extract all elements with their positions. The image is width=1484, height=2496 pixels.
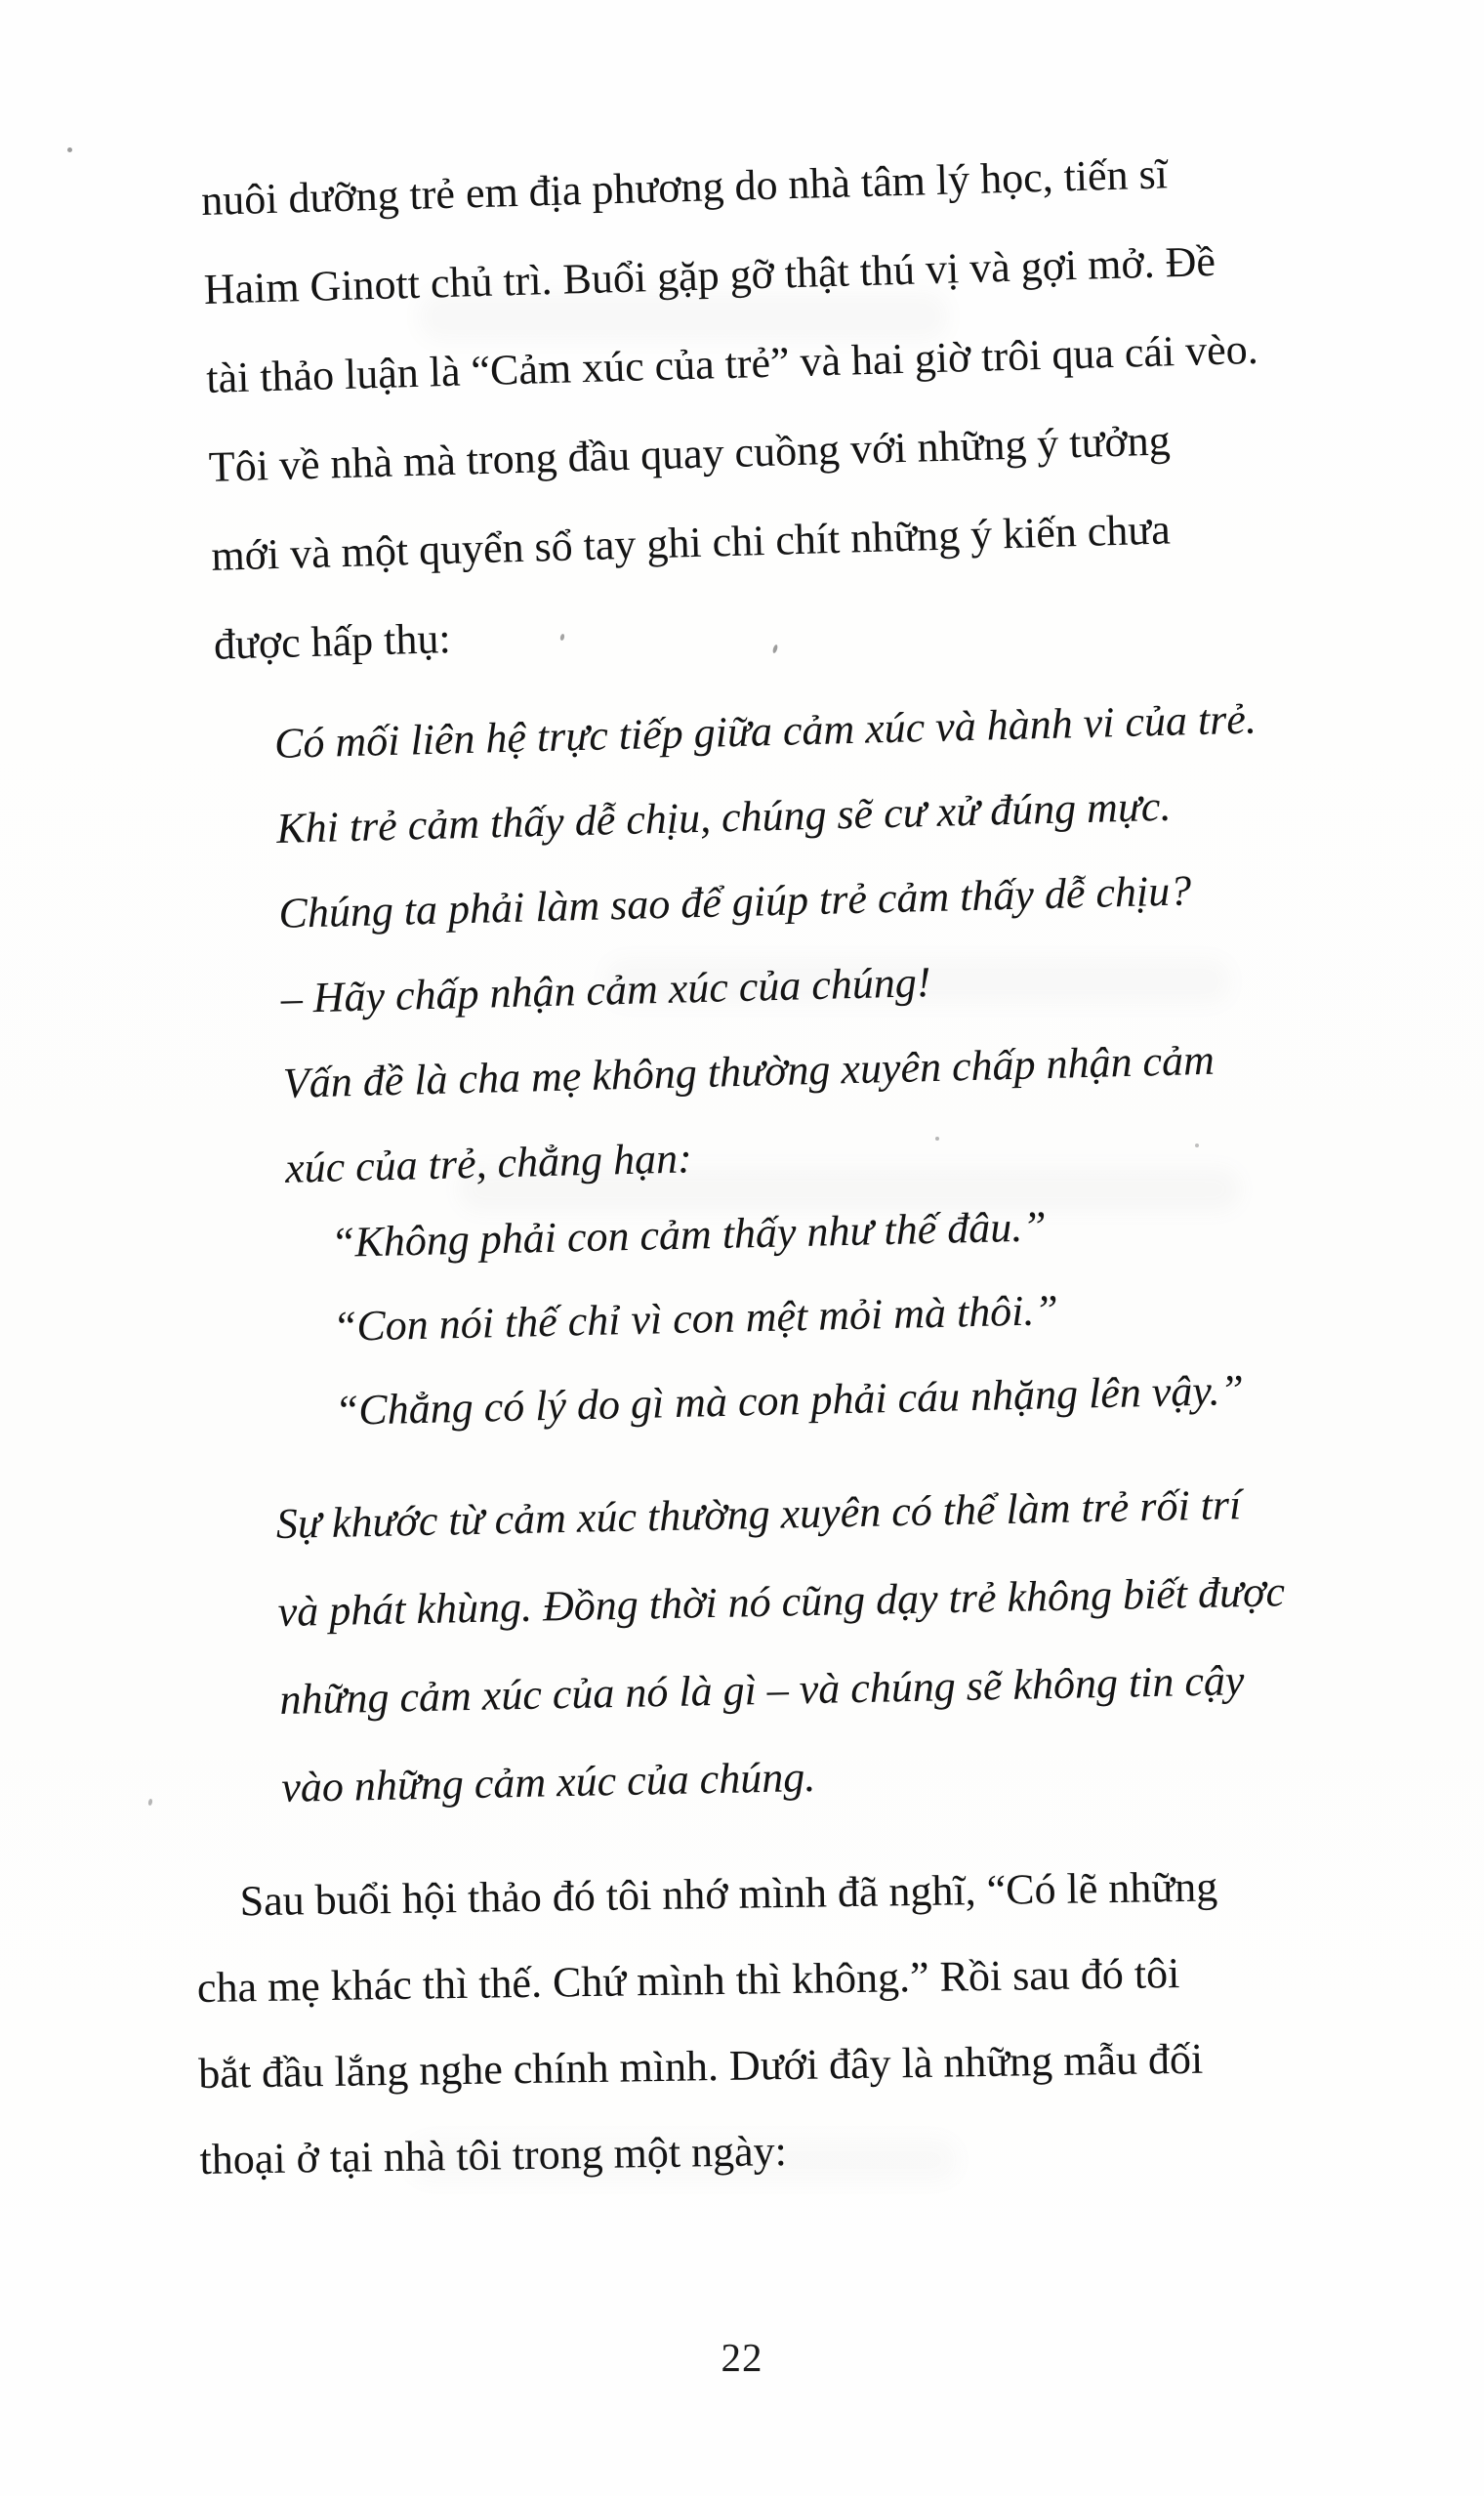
seminar-notes-paragraph-2 [275, 1460, 1289, 1832]
text-line: Sự khước từ cảm xúc thường xuyên có thể làm trẻ rối trí [275, 1480, 1242, 1548]
text-line: Có mối liên hệ trực tiếp giữa cảm xúc và hành vi của trẻ. [273, 694, 1257, 768]
text-line: Tôi về nhà mà trong đầu quay cuồng với những ý tưởng [208, 416, 1172, 491]
text-line: những cảm xúc của nó là gì – và chúng sẽ không tin cậy [279, 1656, 1245, 1724]
page-number: 22 [721, 2335, 763, 2380]
text-line: Sau buổi hội thảo đó tôi nhớ mình đã nghĩ, “Có lẽ những [239, 1862, 1218, 1926]
text-line: Vấn đề là cha mẹ không thường xuyên chấp nhận cảm [282, 1035, 1216, 1107]
paragraph-closing [195, 1844, 1222, 2202]
example-quotes-block [330, 1181, 1245, 1453]
text-line: Haim Ginott chủ trì. Buổi gặp gỡ thật thú vị và gợi mở. Đề [203, 237, 1216, 313]
quote-line: “Con nói thế chỉ vì con mệt mỏi mà thôi.” [332, 1286, 1059, 1351]
text-line: Khi trẻ cảm thấy dễ chịu, chúng sẽ cư xử đúng mực. [275, 781, 1172, 853]
text-line: cha mẹ khác thì thế. Chứ mình thì không.” Rồi sau đó tôi [196, 1949, 1180, 2012]
text-line: và phát khùng. Đồng thời nó cũng dạy trẻ không biết được [277, 1567, 1286, 1636]
text-line: được hấp thụ: [213, 614, 452, 669]
text-line: thoại ở tại nhà tôi trong một ngày: [199, 2127, 788, 2184]
seminar-notes-block [273, 677, 1268, 1211]
quote-line: “Không phải con cảm thấy như thế đâu.” [330, 1202, 1048, 1267]
text-line: vào những cảm xúc của chúng. [280, 1752, 816, 1811]
text-line: tài thảo luận là “Cảm xúc của trẻ” và hai giờ trôi qua cái vèo. [205, 324, 1259, 402]
text-line: mới và một quyển sổ tay ghi chi chít những ý kiến chưa [210, 505, 1172, 580]
ink-speck [67, 147, 72, 152]
text-line: Chúng ta phải làm sao để giúp trẻ cảm thấy dễ chịu? [277, 866, 1192, 937]
text-line: nuôi dưỡng trẻ em địa phương do nhà tâm lý học, tiến sĩ [200, 149, 1169, 225]
text-line: bắt đầu lắng nghe chính mình. Dưới đây là những mẫu đối [197, 2034, 1204, 2098]
text-line: xúc của trẻ, chẳng hạn: [284, 1134, 693, 1192]
quote-line: “Chẳng có lý do gì mà con phải cáu nhặng lên vậy.” [334, 1365, 1245, 1435]
ink-speck [147, 1799, 152, 1807]
text-line: – Hãy chấp nhận cảm xúc của chúng! [280, 958, 932, 1022]
paragraph-opening [200, 127, 1266, 689]
